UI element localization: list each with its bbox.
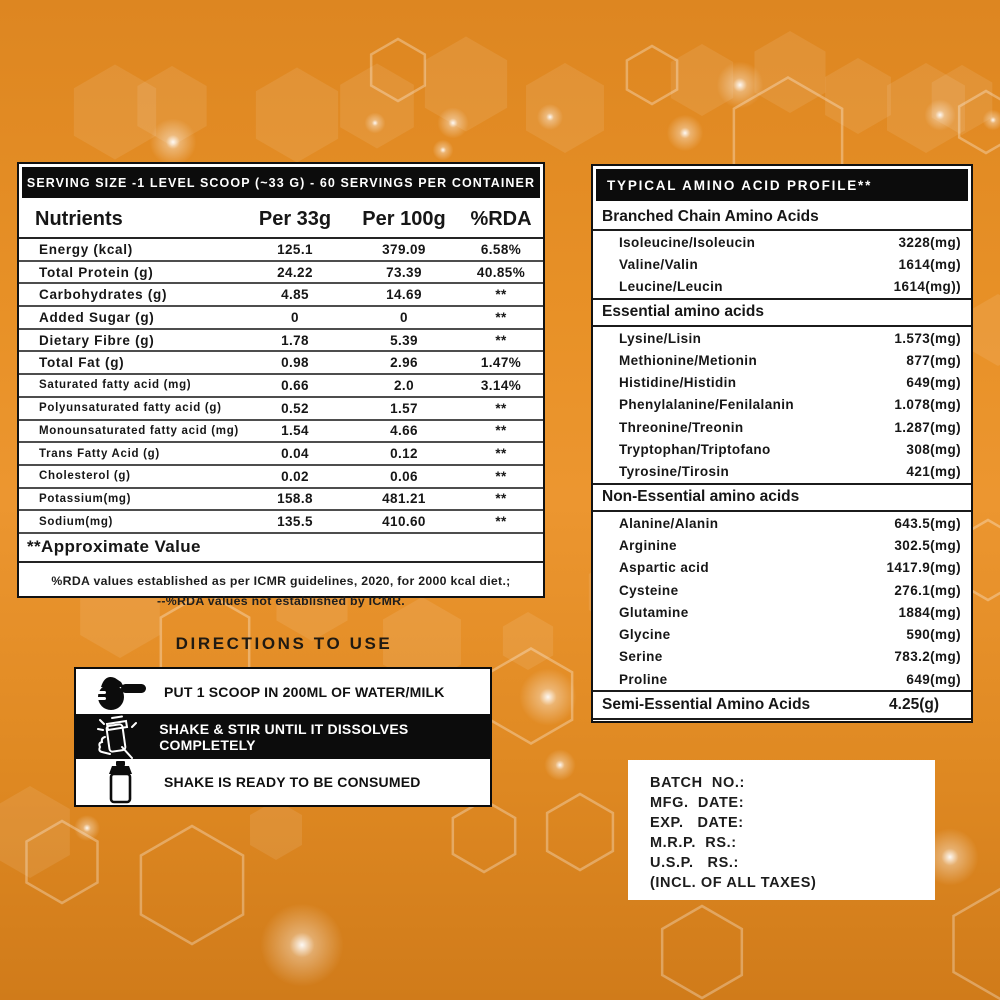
nutrient-rda-value: ** <box>495 332 507 348</box>
nutrition-facts-panel <box>17 162 545 609</box>
nutrient-per33g-value: 24.22 <box>277 264 313 280</box>
list-item <box>593 416 971 438</box>
direction-step-1 <box>76 669 490 714</box>
amino-name: Proline <box>619 671 668 687</box>
batch-info-line: M.R.P. RS.: <box>650 835 737 851</box>
nutrient-rda-value: ** <box>495 446 507 462</box>
amino-value: 643.5(mg) <box>894 515 961 531</box>
semi-essential-label: Semi-Essential Amino Acids <box>602 696 811 714</box>
table-row <box>19 489 543 512</box>
batch-info-line: EXP. DATE: <box>650 815 744 831</box>
amino-name: Tyrosine/Tirosin <box>619 464 730 480</box>
nutrient-name: Sodium(mg) <box>39 515 114 528</box>
nutrient-per33g-value: 0.98 <box>281 355 309 371</box>
list-item <box>593 534 971 556</box>
amino-name: Lysine/Lisin <box>619 330 702 346</box>
shaker-bottle-icon <box>76 759 164 805</box>
rda-footnote <box>19 563 543 612</box>
list-item <box>593 557 971 579</box>
rda-footnote-line2: --%RDA values not established by ICMR. <box>156 594 406 609</box>
amino-value: 1.078(mg) <box>894 397 961 413</box>
rda-footnote-line1: %RDA values established as per ICMR guidelines, 2020, for 2000 kcal diet.; <box>51 573 511 588</box>
list-item <box>593 646 971 668</box>
nutrient-per100g-value: 5.39 <box>390 332 418 348</box>
nutrient-rda-value: ** <box>495 491 507 507</box>
section-header-bcaa: Branched Chain Amino Acids <box>593 204 971 231</box>
list-item <box>593 512 971 534</box>
amino-name: Threonine/Treonin <box>619 419 744 435</box>
nutrient-name: Trans Fatty Acid (g) <box>39 447 160 460</box>
nutrient-per33g-value: 1.54 <box>281 423 309 439</box>
nutrient-rda-value: ** <box>495 423 507 439</box>
scoop-icon <box>76 670 164 714</box>
list-item <box>593 371 971 393</box>
list-item <box>593 394 971 416</box>
table-row <box>19 421 543 444</box>
amino-value: 1884(mg) <box>898 604 961 620</box>
amino-value: 649(mg) <box>906 375 961 391</box>
amino-name: Cysteine <box>619 582 679 598</box>
amino-name: Aspartic acid <box>619 560 709 576</box>
table-row <box>19 239 543 262</box>
section-header-non-essential: Non-Essential amino acids <box>593 483 971 512</box>
nutrient-per33g-value: 0.02 <box>281 468 309 484</box>
nutrient-per33g-value: 125.1 <box>277 241 313 257</box>
list-item <box>593 276 971 298</box>
column-per-100g: Per 100g <box>362 207 446 230</box>
nutrient-per100g-value: 0 <box>400 309 408 325</box>
nutrient-per100g-value: 481.21 <box>382 491 426 507</box>
table-row <box>19 375 543 398</box>
nutrient-per100g-value: 410.60 <box>382 514 426 530</box>
table-row <box>19 398 543 421</box>
list-item <box>593 438 971 460</box>
nutrient-rda-value: ** <box>495 400 507 416</box>
amino-name: Histidine/Histidin <box>619 375 737 391</box>
batch-info-line: BATCH NO.: <box>650 775 745 791</box>
table-row <box>19 307 543 330</box>
nutrient-per33g-value: 1.78 <box>281 332 309 348</box>
nutrition-table-header <box>19 201 543 239</box>
nutrient-per100g-value: 14.69 <box>386 287 422 303</box>
nutrient-name: Polyunsaturated fatty acid (g) <box>39 402 222 415</box>
list-item <box>593 231 971 253</box>
nutrient-name: Total Fat (g) <box>39 355 125 371</box>
column-nutrients: Nutrients <box>35 207 123 230</box>
table-row <box>19 466 543 489</box>
amino-name: Glutamine <box>619 604 689 620</box>
amino-name: Glycine <box>619 627 671 643</box>
amino-value: 276.1(mg) <box>894 582 961 598</box>
semi-essential-summary-row <box>593 690 971 720</box>
amino-value: 783.2(mg) <box>894 649 961 665</box>
nutrient-per33g-value: 0.52 <box>281 400 309 416</box>
amino-name: Arginine <box>619 537 677 553</box>
serving-size-bar: SERVING SIZE -1 LEVEL SCOOP (~33 G) - 60 SERVINGS PER CONTAINER <box>22 167 540 198</box>
bcaa-rows <box>593 231 971 298</box>
nutrient-per33g-value: 0 <box>291 309 299 325</box>
list-item <box>593 623 971 645</box>
nutrient-name: Cholesterol (g) <box>39 470 131 483</box>
nutrient-per33g-value: 0.04 <box>281 446 309 462</box>
nutrient-name: Dietary Fibre (g) <box>39 332 155 348</box>
table-row <box>19 352 543 375</box>
list-item <box>593 668 971 690</box>
amino-name: Valine/Valin <box>619 256 699 272</box>
column-rda: %RDA <box>470 207 532 230</box>
direction-step-label: SHAKE & STIR UNTIL IT DISSOLVES COMPLETELY <box>159 720 409 753</box>
directions-box <box>74 667 492 807</box>
non-essential-rows <box>593 512 971 690</box>
amino-value: 1614(mg)) <box>893 279 961 295</box>
list-item <box>593 327 971 349</box>
essential-rows <box>593 327 971 483</box>
nutrient-name: Carbohydrates (g) <box>39 287 168 303</box>
amino-name: Alanine/Alanin <box>619 515 719 531</box>
amino-name: Methionine/Metionin <box>619 352 758 368</box>
column-per-33g: Per 33g <box>258 207 332 230</box>
section-header-essential: Essential amino acids <box>593 298 971 327</box>
nutrient-rda-value: 3.14% <box>480 377 522 393</box>
amino-value: 1.287(mg) <box>894 419 961 435</box>
amino-value: 302.5(mg) <box>894 537 961 553</box>
shake-hand-icon <box>76 715 159 759</box>
nutrient-rda-value: 6.58% <box>480 241 522 257</box>
nutrient-name: Energy (kcal) <box>39 241 133 257</box>
amino-value: 1417.9(mg) <box>886 560 961 576</box>
nutrient-per100g-value: 1.57 <box>390 400 418 416</box>
nutrition-table-body <box>19 239 543 534</box>
nutrient-per33g-value: 135.5 <box>277 514 313 530</box>
amino-name: Tryptophan/Triptofano <box>619 442 771 458</box>
amino-name: Phenylalanine/Fenilalanin <box>619 397 795 413</box>
nutrient-per33g-value: 4.85 <box>281 287 309 303</box>
amino-value: 308(mg) <box>906 442 961 458</box>
nutrient-rda-value: ** <box>495 468 507 484</box>
nutrient-rda-value: 1.47% <box>480 355 522 371</box>
amino-value: 1614(mg) <box>898 256 961 272</box>
nutrient-per100g-value: 379.09 <box>382 241 426 257</box>
table-row <box>19 284 543 307</box>
batch-info-box <box>628 760 935 900</box>
batch-info-line: MFG. DATE: <box>650 795 745 811</box>
directions-title: DIRECTIONS TO USE <box>175 634 393 653</box>
table-row <box>19 262 543 285</box>
nutrient-name: Saturated fatty acid (mg) <box>39 379 192 392</box>
nutrient-per100g-value: 2.96 <box>390 355 418 371</box>
nutrient-rda-value: ** <box>495 287 507 303</box>
direction-step-3 <box>76 759 490 805</box>
amino-value: 421(mg) <box>906 464 961 480</box>
list-item <box>593 461 971 483</box>
amino-value: 649(mg) <box>906 671 961 687</box>
amino-value: 1.573(mg) <box>894 330 961 346</box>
table-row <box>19 330 543 353</box>
batch-info-line: (INCL. OF ALL TAXES) <box>650 875 817 891</box>
amino-name: Leucine/Leucin <box>619 279 723 295</box>
nutrient-rda-value: 40.85% <box>476 264 526 280</box>
table-row <box>19 443 543 466</box>
amino-value: 3228(mg) <box>898 234 961 250</box>
list-item <box>593 253 971 275</box>
batch-info-line: U.S.P. RS.: <box>650 855 739 871</box>
nutrient-per100g-value: 2.0 <box>394 377 414 393</box>
amino-profile-title-bar: TYPICAL AMINO ACID PROFILE** <box>596 169 968 201</box>
direction-step-label: SHAKE IS READY TO BE CONSUMED <box>164 774 421 790</box>
amino-value: 877(mg) <box>906 352 961 368</box>
direction-step-2 <box>76 714 490 759</box>
list-item <box>593 601 971 623</box>
amino-name: Isoleucine/Isoleucin <box>619 234 756 250</box>
nutrient-per33g-value: 158.8 <box>277 491 313 507</box>
amino-acid-profile-panel <box>591 164 973 723</box>
nutrient-name: Total Protein (g) <box>39 264 154 280</box>
list-item <box>593 579 971 601</box>
nutrient-per100g-value: 0.12 <box>390 446 418 462</box>
amino-name: Serine <box>619 649 663 665</box>
nutrient-name: Monounsaturated fatty acid (mg) <box>39 424 239 437</box>
nutrient-per100g-value: 4.66 <box>390 423 418 439</box>
nutrient-per100g-value: 0.06 <box>390 468 418 484</box>
nutrient-rda-value: ** <box>495 514 507 530</box>
nutrient-name: Added Sugar (g) <box>39 309 155 325</box>
nutrient-per100g-value: 73.39 <box>386 264 422 280</box>
list-item <box>593 349 971 371</box>
nutrient-rda-value: ** <box>495 309 507 325</box>
table-row <box>19 511 543 534</box>
nutrient-per33g-value: 0.66 <box>281 377 309 393</box>
nutrient-name: Potassium(mg) <box>39 492 132 505</box>
semi-essential-value: 4.25(g) <box>889 696 939 714</box>
amino-value: 590(mg) <box>906 627 961 643</box>
direction-step-label: PUT 1 SCOOP IN 200ML OF WATER/MILK <box>164 683 445 700</box>
approximate-value-note: **Approximate Value <box>19 534 543 563</box>
